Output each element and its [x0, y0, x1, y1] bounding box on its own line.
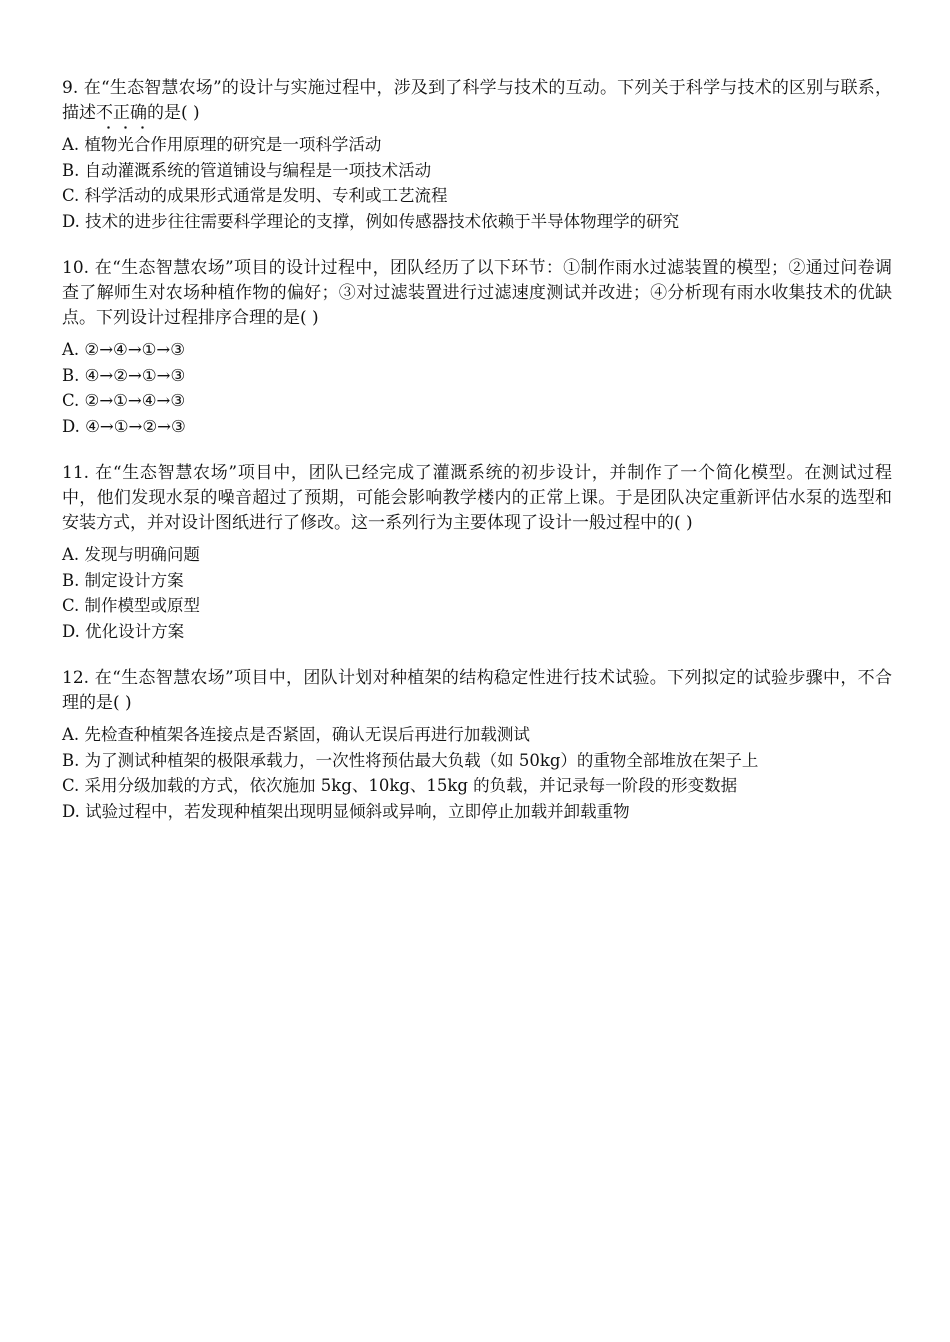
option-d: D. 优化设计方案	[62, 621, 185, 641]
option-d: D. 技术的进步往往需要科学理论的支撑，例如传感器技术依赖于半导体物理学的研究	[62, 211, 680, 231]
question-12	[62, 666, 892, 824]
option-c: C. 采用分级加载的方式，依次施加 5kg、10kg、15kg 的负载，并记录每一阶段的形变数据	[62, 776, 738, 795]
options-list	[62, 132, 892, 234]
option-a: A. 发现与明确问题	[62, 545, 200, 564]
question-stem	[62, 76, 892, 126]
option-c: C. ②→①→④→③	[62, 391, 186, 410]
stem-text: 12. 在“生态智慧农场”项目中，团队计划对种植架的结构稳定性进行技术试验。下列拟定的试验步骤中，	[62, 668, 858, 688]
question-stem: 11. 在“生态智慧农场”项目中，团队已经完成了灌溉系统的初步设计，并制作了一个简化模型。在测试过程中，他们发现水泵的噪音超过了预期，可能会影响教学楼内的正常上课。于是团队决定重新评估水泵的选型和安装方式，并对设计图纸进行了修改。这一系列行为主要体现了设计一般过程中的( )	[62, 463, 892, 533]
emphasis-text: 不合理	[62, 668, 892, 713]
exam-page	[62, 76, 892, 846]
option-a: A. ②→④→①→③	[62, 340, 186, 359]
question-11	[62, 461, 892, 644]
question-stem: 10. 在“生态智慧农场”项目的设计过程中，团队经历了以下环节：①制作雨水过滤装置的模型；②通过问卷调查了解师生对农场种植作物的偏好；③对过滤装置进行过滤速度测试并改进；④分析现有雨水收集技术的优缺点。下列设计过程排序合理的是( )	[62, 258, 892, 328]
option-b: B. ④→②→①→③	[62, 365, 186, 385]
emphasis-text: 不正确	[96, 103, 147, 123]
option-d: D. 试验过程中，若发现种植架出现明显倾斜或异响，立即停止加载并卸载重物	[62, 801, 630, 821]
question-stem	[62, 666, 892, 716]
option-b: B. 自动灌溉系统的管道铺设与编程是一项技术活动	[62, 160, 432, 180]
question-10	[62, 256, 892, 439]
option-b: B. 制定设计方案	[62, 570, 184, 590]
options-list	[62, 337, 892, 439]
option-c: C. 制作模型或原型	[62, 596, 201, 615]
question-9	[62, 76, 892, 234]
option-b: B. 为了测试种植架的极限承载力，一次性将预估最大负载（如 50kg）的重物全部堆放在架子上	[62, 750, 759, 770]
stem-text: 9. 在“生态智慧农场”的设计与实施过程中，涉及到了科学与技术的互动。下列关于科学与技术的区别与联系，描述	[62, 78, 892, 123]
option-a: A. 先检查种植架各连接点是否紧固，确认无误后再进行加载测试	[62, 725, 530, 744]
options-list	[62, 542, 892, 644]
stem-text-end: 的是( )	[79, 693, 132, 713]
option-c: C. 科学活动的成果形式通常是发明、专利或工艺流程	[62, 186, 448, 205]
options-list	[62, 722, 892, 824]
option-d: D. ④→①→②→③	[62, 416, 186, 436]
stem-text-end: 的是( )	[147, 103, 200, 123]
option-a: A. 植物光合作用原理的研究是一项科学活动	[62, 135, 382, 154]
